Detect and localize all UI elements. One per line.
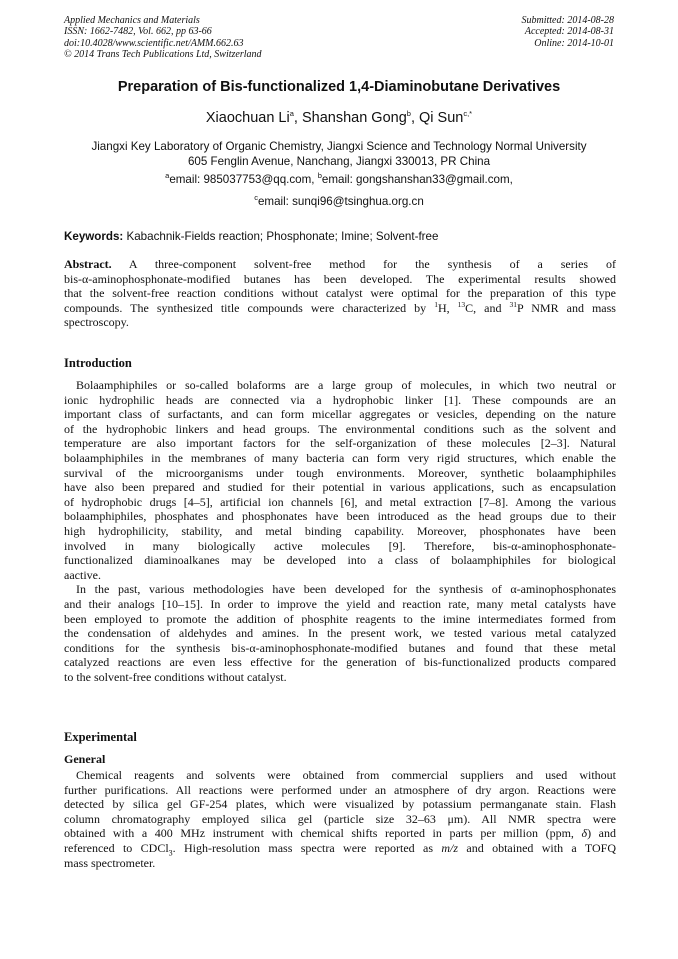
intro-line: survival of the microorganisms under tough environments. Moreover, synthetic bolaamphiphiles bbox=[64, 465, 616, 480]
intro-line: to the solvent-free conditions without catalyst. bbox=[64, 669, 287, 684]
copyright: © 2014 Trans Tech Publications Ltd, Switzerland bbox=[64, 49, 262, 61]
subsection-heading-general: General bbox=[64, 752, 106, 766]
general-line: detected by silica gel GF-254 plates, which were visualized by potassium permanganate stain. Flash bbox=[64, 797, 616, 812]
submitted-date: Submitted: 2014-08-28 bbox=[521, 15, 614, 26]
author-name: Xiaochuan Li bbox=[205, 110, 290, 126]
general-line: obtained with a 400 MHz instrument with chemical shifts reported in parts per million (ppm, δ) and bbox=[64, 826, 616, 841]
abstract-line: spectroscopy. bbox=[64, 315, 129, 330]
affiliation-line: Jiangxi Key Laboratory of Organic Chemistry, Jiangxi Science and Technology Normal University bbox=[91, 140, 587, 153]
intro-line: bolaamphiphiles in the membranes of many bacteria can form very rigid structures, which enable the bbox=[64, 450, 616, 465]
abstract-line: that the solvent-free reaction conditions without catalyst were optimal for the preparation of this type bbox=[64, 286, 616, 301]
author-sup: c,* bbox=[463, 109, 473, 119]
keywords-label: Keywords: bbox=[64, 230, 124, 243]
general-line: column chromatography employed silica gel (particle size 32–63 μm). All NMR spectra were bbox=[64, 811, 616, 826]
intro-line: In the past, various methodologies have been developed for the synthesis of α-aminophosphonates bbox=[76, 582, 616, 597]
online-date: Online: 2014-10-01 bbox=[534, 37, 614, 49]
intro-line: ionic hydrophilic heads are connected via a hydrophobic linker [1]. These compounds are an bbox=[64, 392, 616, 407]
intro-line: functionalized diaminoalkanes may be developed into a class of bolaamphiphiles for biological bbox=[64, 553, 616, 568]
intro-line: and their analogs [10–15]. In order to improve the yield and reaction rate, many metal catalysts have bbox=[64, 596, 616, 611]
abstract-line: bis-α-aminophosphonate-modified butanes has been developed. The experimental results showed bbox=[64, 271, 616, 286]
intro-line: temperature are also important factors for the self-organization of these molecules [2–3]. Natural bbox=[64, 436, 616, 451]
intro-line: have also been prepared and studied for their potential in various applications, such as encapsulation bbox=[64, 480, 616, 495]
intro-line: important class of surfactants, and can form micellar aggregates or vesicles, depending on the nature bbox=[64, 407, 616, 422]
general-line: mass spectrometer. bbox=[64, 855, 156, 870]
email-sup: b bbox=[317, 171, 322, 181]
email-sup: c bbox=[254, 193, 258, 203]
intro-line: high hydrophilicity, stability, and metal binding capability. Moreover, phosphonates have been bbox=[64, 523, 616, 538]
section-heading-experimental: Experimental bbox=[64, 730, 137, 744]
author-sup: b bbox=[406, 109, 411, 119]
intro-line: bolaamphiphiles, phosphates and phosphonates have been introduced as the head groups due to their bbox=[64, 509, 616, 524]
journal-name: Applied Mechanics and Materials bbox=[64, 15, 200, 26]
abstract-line: Abstract. A three-component solvent-free method for the synthesis of a series of bbox=[64, 257, 616, 271]
email-line bbox=[0, 173, 678, 186]
keywords-text: Kabachnik-Fields reaction; Phosphonate; Imine; Solvent-free bbox=[123, 230, 439, 243]
general-line: referenced to CDCl$_3$. High-resolution mass spectra were reported as m/z and obtained with a TOFQ bbox=[64, 840, 616, 856]
accepted-date: Accepted: 2014-08-31 bbox=[524, 26, 614, 38]
email-sup: a bbox=[165, 171, 170, 181]
intro-line: conditions for the synthesis bis-α-aminophosphonate-modified butanes and found that these metal bbox=[64, 640, 616, 655]
intro-line: the condensation of aldehydes and amines. In the present work, we tested various metal catalyzed bbox=[64, 626, 616, 641]
general-line: Chemical reagents and solvents were obtained from commercial suppliers and used without bbox=[76, 768, 616, 782]
general-body bbox=[64, 768, 616, 870]
email-line bbox=[0, 195, 678, 208]
intro-line: involved in many biologically active molecules [9]. Therefore, bis-α-aminophosphonate- bbox=[64, 538, 616, 553]
intro-line: Bolaamphiphiles or so-called bolaforms are a large group of molecules, in which two neutral or bbox=[76, 378, 616, 392]
affiliation-line: 605 Fenglin Avenue, Nanchang, Jiangxi 330013, PR China bbox=[187, 155, 491, 168]
intro-line: of hydrophobic drugs [4–5], artificial ion channels [6], and metal extraction [7–8]. Among the various bbox=[64, 494, 616, 509]
abstract-label: Abstract. bbox=[64, 257, 112, 271]
author-name: Qi Sun bbox=[419, 110, 464, 126]
email-c[interactable]: email: sunqi96@tsinghua.org.cn bbox=[257, 195, 424, 208]
email-b[interactable]: email: gongshanshan33@gmail.com, bbox=[321, 173, 513, 186]
general-line: further purifications. All reactions were performed under an atmosphere of dry argon. Reactions were bbox=[64, 782, 616, 797]
affiliation bbox=[0, 139, 678, 169]
author-list: Xiaochuan Li$^a$, Shanshan Gong$^b$, Qi Sun$^{c,*}$ bbox=[205, 109, 473, 126]
intro-line: aactive. bbox=[64, 567, 101, 582]
introduction-body bbox=[64, 378, 616, 684]
intro-line: of the hydrophobic linkers and head groups. The environmental conditions such as the solvent and bbox=[64, 421, 616, 436]
journal-header bbox=[64, 15, 262, 61]
dates-header bbox=[522, 15, 615, 49]
abstract-line: compounds. The synthesized title compounds were characterized by $^1$H, $^{13}$C, and $^{31}$P NMR and mass bbox=[64, 300, 616, 315]
abstract bbox=[64, 257, 616, 330]
email-a[interactable]: email: 985037753@qq.com, bbox=[169, 173, 318, 186]
issn: ISSN: 1662-7482, Vol. 662, pp 63-66 bbox=[64, 26, 212, 38]
doi: doi:10.4028/www.scientific.net/AMM.662.63 bbox=[64, 37, 244, 49]
intro-line: been employed to promote the addition of phosphite reagents to the imine intermediates formed from bbox=[64, 611, 616, 626]
author-sup: a bbox=[289, 109, 294, 119]
keywords bbox=[64, 230, 616, 243]
author-name: Shanshan Gong bbox=[301, 110, 407, 126]
section-heading-introduction: Introduction bbox=[64, 356, 132, 370]
paper-title: Preparation of Bis-functionalized 1,4-Diaminobutane Derivatives bbox=[117, 79, 561, 95]
intro-line: catalyzed reactions are even less effective for the generation of bis-functionalized products compared bbox=[64, 655, 616, 670]
